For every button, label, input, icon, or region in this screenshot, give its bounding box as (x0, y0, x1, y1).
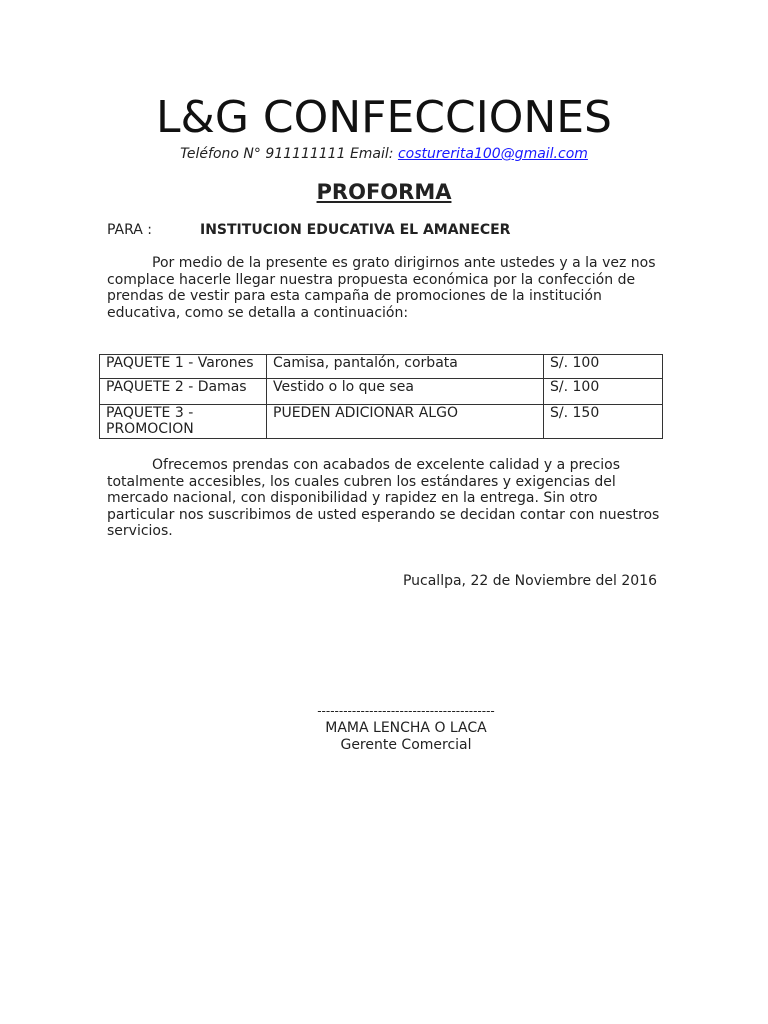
table-row (100, 379, 663, 405)
email-link[interactable]: costurerita100@gmail.com (397, 146, 588, 162)
packages-table (99, 354, 663, 439)
intro-text: Por medio de la presente es grato dirigirnos ante ustedes y a la vez nos complace hacerle llegar nuestra propuesta económica por la confección de prendas de vestir para esta campaña de promociones de la institución educativa, como se detalla a continuación: (107, 255, 656, 321)
recipient-label: PARA : (107, 222, 153, 238)
package-description: Camisa, pantalón, corbata (267, 355, 544, 379)
package-name: PAQUETE 3 - PROMOCION (100, 405, 267, 439)
recipient-row (107, 221, 510, 239)
document-title: PROFORMA (316, 180, 452, 204)
table-row (100, 355, 663, 379)
signer-role: Gerente Comercial (340, 737, 472, 753)
package-price: S/. 100 (544, 355, 663, 379)
package-description: Vestido o lo que sea (267, 379, 544, 405)
contact-line (0, 145, 768, 163)
package-name: PAQUETE 1 - Varones (100, 355, 267, 379)
package-name: PAQUETE 2 - Damas (100, 379, 267, 405)
signature-line: ----------------------------------------- (317, 704, 495, 718)
package-price: S/. 150 (544, 405, 663, 439)
closing-text: Ofrecemos prendas con acabados de excelente calidad y a precios totalmente accesibles, los cuales cubren los estándares y exigencias del mercado nacional, con disponibilidad y rapidez en la entrega. Sin otro particular nos suscribimos de usted esperando se decidan contar con nuestros servicios. (107, 457, 660, 540)
package-description: PUEDEN ADICIONAR ALGO (267, 405, 544, 439)
table-row (100, 405, 663, 439)
signature-block (306, 703, 506, 754)
closing-paragraph (107, 457, 667, 540)
contact-phone: Teléfono N° 911111111 Email: (180, 146, 398, 162)
intro-paragraph (107, 255, 667, 321)
signer-name: MAMA LENCHA O LACA (325, 720, 487, 736)
company-name: L&G CONFECCIONES (156, 92, 612, 143)
date-line: Pucallpa, 22 de Noviembre del 2016 (402, 573, 657, 589)
package-price: S/. 100 (544, 379, 663, 405)
recipient-name: INSTITUCION EDUCATIVA EL AMANECER (200, 222, 511, 238)
